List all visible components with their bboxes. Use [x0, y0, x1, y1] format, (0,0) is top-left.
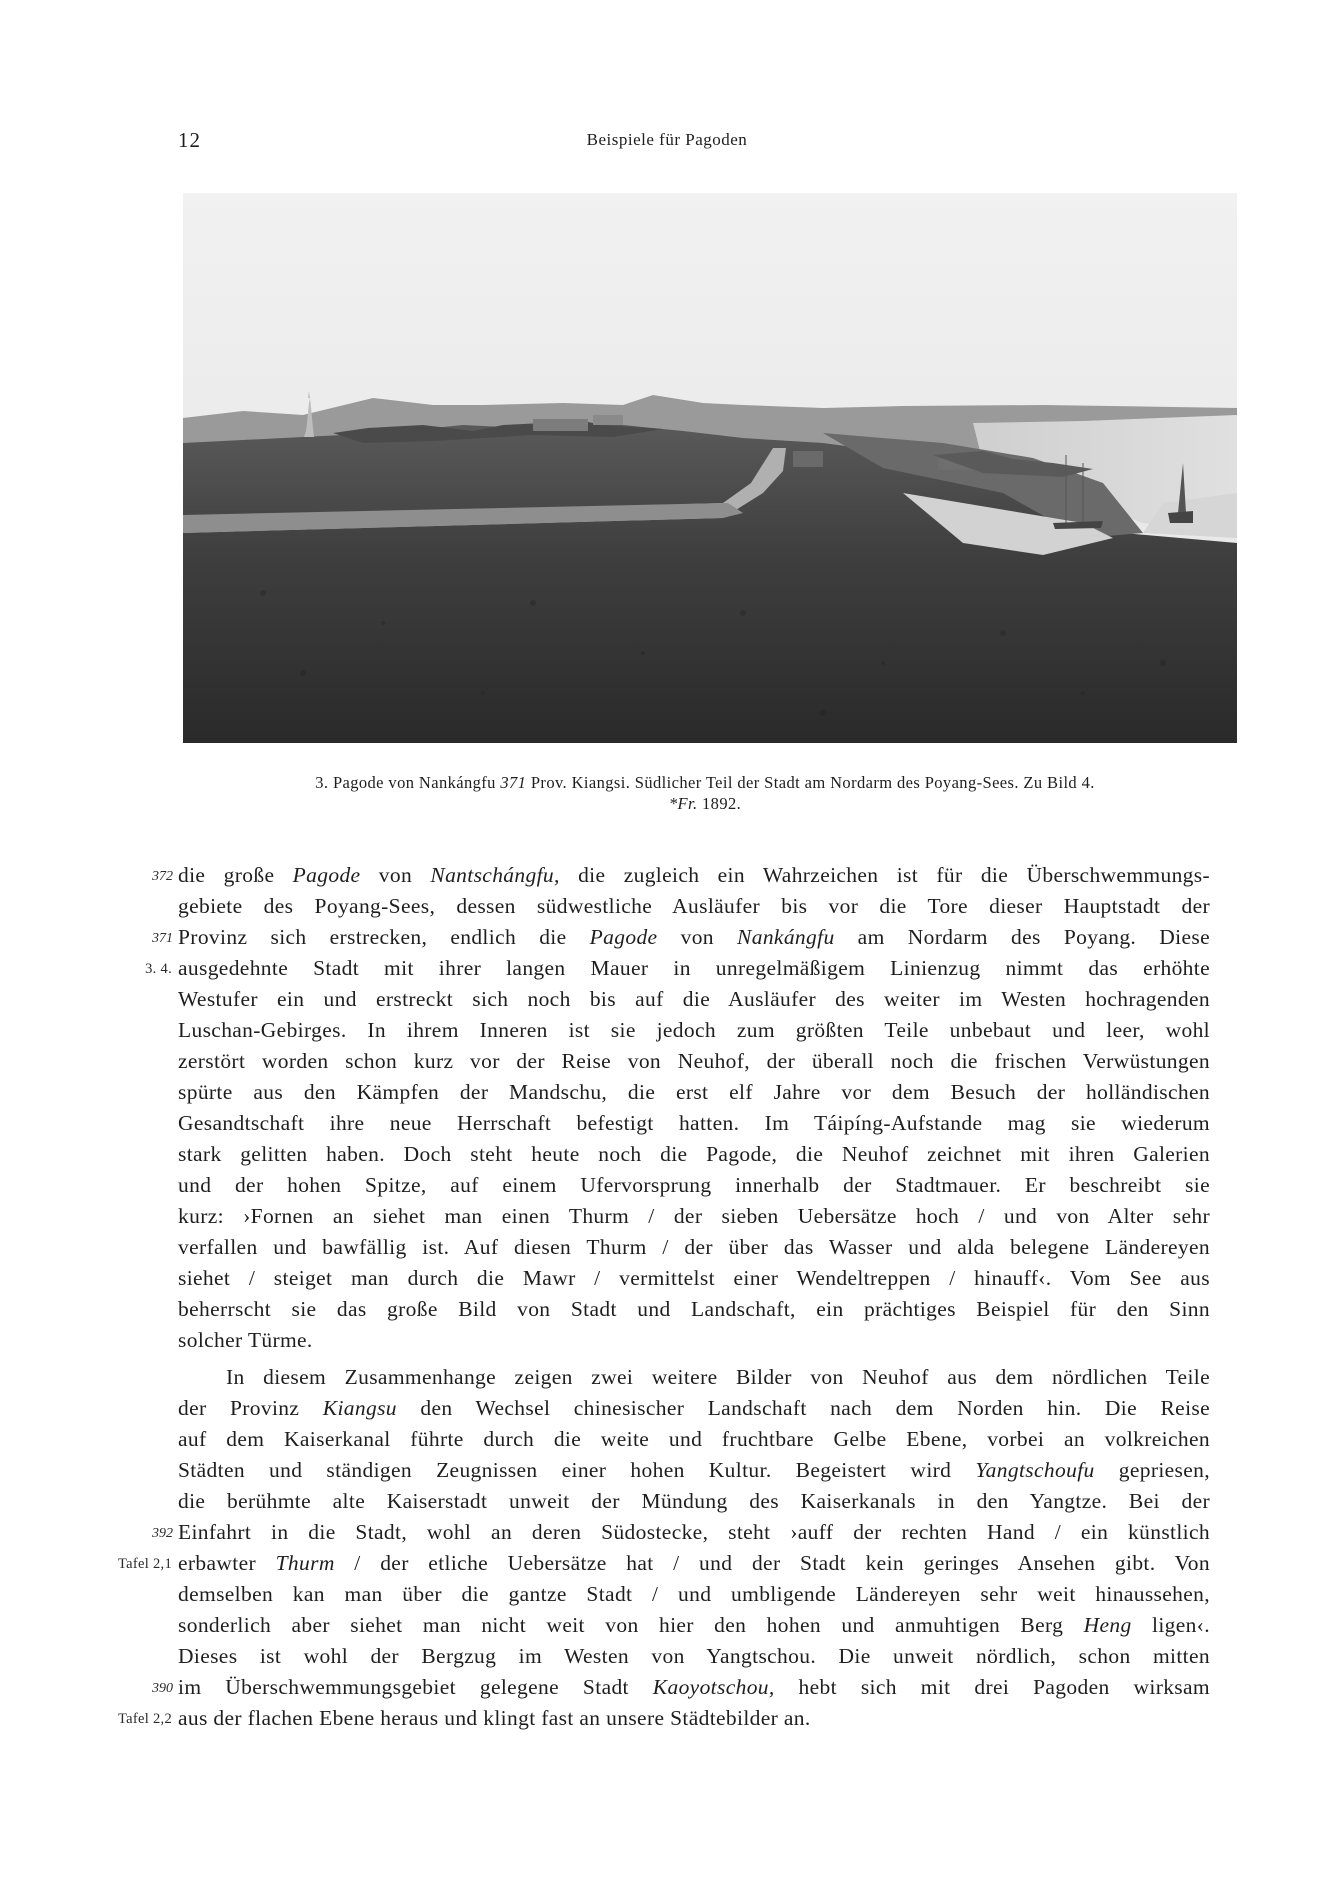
body-text: [117, 860, 1211, 1734]
text-line: Tafel 2,1 erbawter Thurm / der etliche Uebersätze hat / und der Stadt kein geringes Ansehen gibt. Von: [178, 1548, 1210, 1579]
margin-reference: 372: [152, 869, 173, 884]
text-line: Westufer ein und erstreckt sich noch bis auf die Ausläufer des weiter im Westen hochragenden: [178, 987, 1210, 1011]
text-line: die berühmte alte Kaiserstadt unweit der Mündung des Kaiserkanals in den Yangtze. Bei der: [178, 1489, 1210, 1513]
text-line: beherrscht sie das große Bild von Stadt und Landschaft, ein prächtiges Beispiel für den Sinn: [178, 1297, 1210, 1321]
margin-reference: 371: [152, 931, 173, 946]
caption-line-1: [150, 772, 1260, 793]
margin-figure-reference: 3. 4.: [145, 961, 172, 977]
page-number: 12: [178, 128, 201, 152]
text-line: stark gelitten haben. Doch steht heute noch die Pagode, die Neuhof zeichnet mit ihren Galerien: [178, 1142, 1210, 1166]
caption-ref: 371: [500, 773, 527, 792]
figure-number: 3.: [315, 773, 329, 792]
text-line: In diesem Zusammenhange zeigen zwei weitere Bilder von Neuhof aus dem nördlichen Teile: [226, 1365, 1210, 1389]
text-line: 371 Provinz sich erstrecken, endlich die Pagode von Nankángfu am Nordarm des Poyang. Diese: [178, 922, 1210, 953]
text-line: 392 Einfahrt in die Stadt, wohl an deren Südostecke, steht ›auff der rechten Hand / ein künstlich: [178, 1517, 1210, 1548]
caption-line-2: [150, 793, 1260, 814]
text-line: Städten und ständigen Zeugnissen einer hohen Kultur. Begeistert wird Yangtschoufu gepriesen,: [178, 1458, 1210, 1482]
caption-year: 1892.: [702, 794, 742, 813]
text-line: siehet / steiget man durch die Mawr / vermittelst einer Wendeltreppen / hinauff‹. Vom See aus: [178, 1266, 1210, 1290]
text-line: solcher Türme.: [178, 1328, 313, 1352]
photo-landscape: [183, 193, 1237, 743]
caption-description: Prov. Kiangsi. Südlicher Teil der Stadt am Nordarm des Poyang-Sees. Zu Bild 4.: [530, 773, 1095, 792]
text-line: Gesandtschaft ihre neue Herrschaft befestigt hatten. Im Táipíng-Aufstande mag sie wiederum: [178, 1111, 1210, 1135]
text-line: 3. 4. ausgedehnte Stadt mit ihrer langen Mauer in unregelmäßigem Linienzug nimmt das erhöhte: [178, 953, 1210, 984]
text-line: Tafel 2,2 aus der flachen Ebene heraus und klingt fast an unsere Städtebilder an.: [178, 1703, 1210, 1734]
text-line: 372 die große Pagode von Nantschángfu, die zugleich ein Wahrzeichen ist für die Überschwemmungs-: [178, 860, 1210, 891]
running-title: Beispiele für Pagoden: [586, 130, 748, 149]
text-line: spürte aus den Kämpfen der Mandschu, die erst elf Jahre vor dem Besuch der holländischen: [178, 1080, 1210, 1104]
caption-title: Pagode von Nankángfu: [332, 773, 496, 792]
text-line: gebiete des Poyang-Sees, dessen südwestliche Ausläufer bis vor die Tore dieser Hauptstadt der: [178, 894, 1210, 918]
photograph-pagoda-nankangfu: [183, 193, 1237, 743]
margin-plate-reference: Tafel 2,1: [117, 1556, 172, 1572]
margin-reference: 390: [152, 1681, 173, 1696]
text-line: verfallen und bawfällig ist. Auf diesen Thurm / der über das Wasser und alda belegene Ländereyen: [178, 1235, 1210, 1259]
text-line: Luschan-Gebirges. In ihrem Inneren ist sie jedoch zum größten Teile unbebaut und leer, wohl: [178, 1018, 1210, 1042]
text-line: 390 im Überschwemmungsgebiet gelegene Stadt Kaoyotschou, hebt sich mit drei Pagoden wirksam: [178, 1672, 1210, 1703]
text-line: auf dem Kaiserkanal führte durch die weite und fruchtbare Gelbe Ebene, vorbei an volkreichen: [178, 1427, 1210, 1451]
figure-caption: [150, 772, 1260, 814]
text-line: Dieses ist wohl der Bergzug im Westen von Yangtschou. Die unweit nördlich, schon mitten: [178, 1644, 1210, 1668]
margin-reference: 392: [152, 1526, 173, 1541]
text-line: demselben kan man über die gantze Stadt / und umbligende Ländereyen sehr weit hinaussehen,: [178, 1582, 1210, 1606]
text-line: zerstört worden schon kurz vor der Reise von Neuhof, der überall noch die frischen Verwüstungen: [178, 1049, 1210, 1073]
text-line: der Provinz Kiangsu den Wechsel chinesischer Landschaft nach dem Norden hin. Die Reise: [178, 1396, 1210, 1420]
text-line: sonderlich aber siehet man nicht weit von hier den hohen und anmuhtigen Berg Heng ligen‹.: [178, 1613, 1210, 1637]
text-line: kurz: ›Fornen an siehet man einen Thurm / der sieben Uebersätze hoch / und von Alter sehr: [178, 1204, 1210, 1228]
margin-plate-reference: Tafel 2,2: [117, 1711, 172, 1727]
page-header: [0, 128, 1334, 158]
text-line: und der hohen Spitze, auf einem Ufervorsprung innerhalb der Stadtmauer. Er beschreibt sie: [178, 1173, 1210, 1197]
caption-source: *Fr.: [668, 794, 698, 813]
